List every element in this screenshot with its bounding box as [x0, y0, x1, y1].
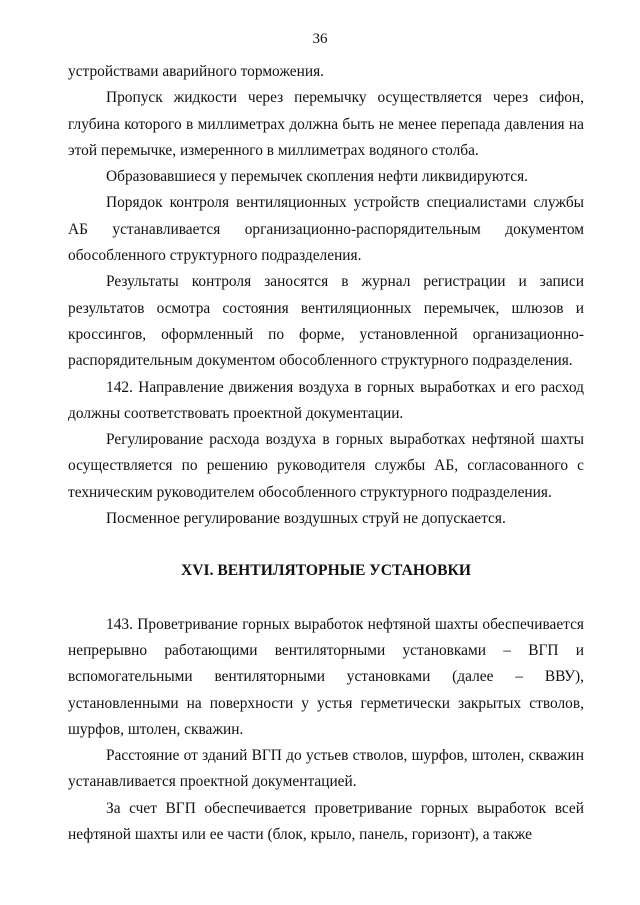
paragraph-control-results: Результаты контроля заносятся в журнал регистрации и записи результатов осмотра состояния вентиляционных перемычек, шлюзов и кроссингов, оформленный по форме, установленной организационно-распорядительным документом обособленного структурного подразделения.	[68, 273, 584, 370]
paragraph-143: 143. Проветривание горных выработок нефтяной шахты обеспечивается непрерывно работающими вентиляторными установками – ВГП и вспомогательными вентиляторными установками (далее – ВВУ), установленными на поверхности у устья герметически закрытых стволов, шурфов, штолен, скважин.	[68, 615, 584, 738]
page-number: 36	[312, 31, 328, 47]
paragraph-control-procedure: Порядок контроля вентиляционных устройств специалистами службы АБ устанавливается организационно-распорядительным документом обособленного структурного подразделения.	[68, 194, 584, 265]
paragraph-siphon: Пропуск жидкости через перемычку осуществляется через сифон, глубина которого в миллиметрах должна быть не менее перепада давления на этой перемычке, измеренного в миллиметрах водяного столба.	[68, 89, 584, 159]
paragraph-oil-accumulation: Образовавшиеся у перемычек скопления нефти ликвидируются.	[106, 168, 529, 186]
paragraph-air-regulation: Регулирование расхода воздуха в горных выработках нефтяной шахты осуществляется по решению руководителя службы АБ, согласованного с техническим руководителем обособленного структурного подразделения.	[68, 431, 584, 501]
paragraph-ventilation-scope: За счет ВГП обеспечивается проветривание горных выработок всей нефтяной шахты или ее части (блок, крыло, панель, горизонт), а также	[68, 799, 584, 844]
section-heading: XVI. ВЕНТИЛЯТОРНЫЕ УСТАНОВКИ	[180, 562, 471, 580]
document-body	[68, 59, 584, 848]
paragraph-distance: Расстояние от зданий ВГП до устьев стволов, шурфов, штолен, скважин устанавливается проектной документацией.	[68, 747, 584, 791]
paragraph-142: 142. Направление движения воздуха в горных выработках и его расход должны соответствовать проектной документации.	[68, 378, 584, 422]
paragraph-shift-regulation: Посменное регулирование воздушных струй не допускается.	[106, 510, 506, 528]
paragraph-continuation: устройствами аварийного торможения.	[68, 63, 325, 80]
